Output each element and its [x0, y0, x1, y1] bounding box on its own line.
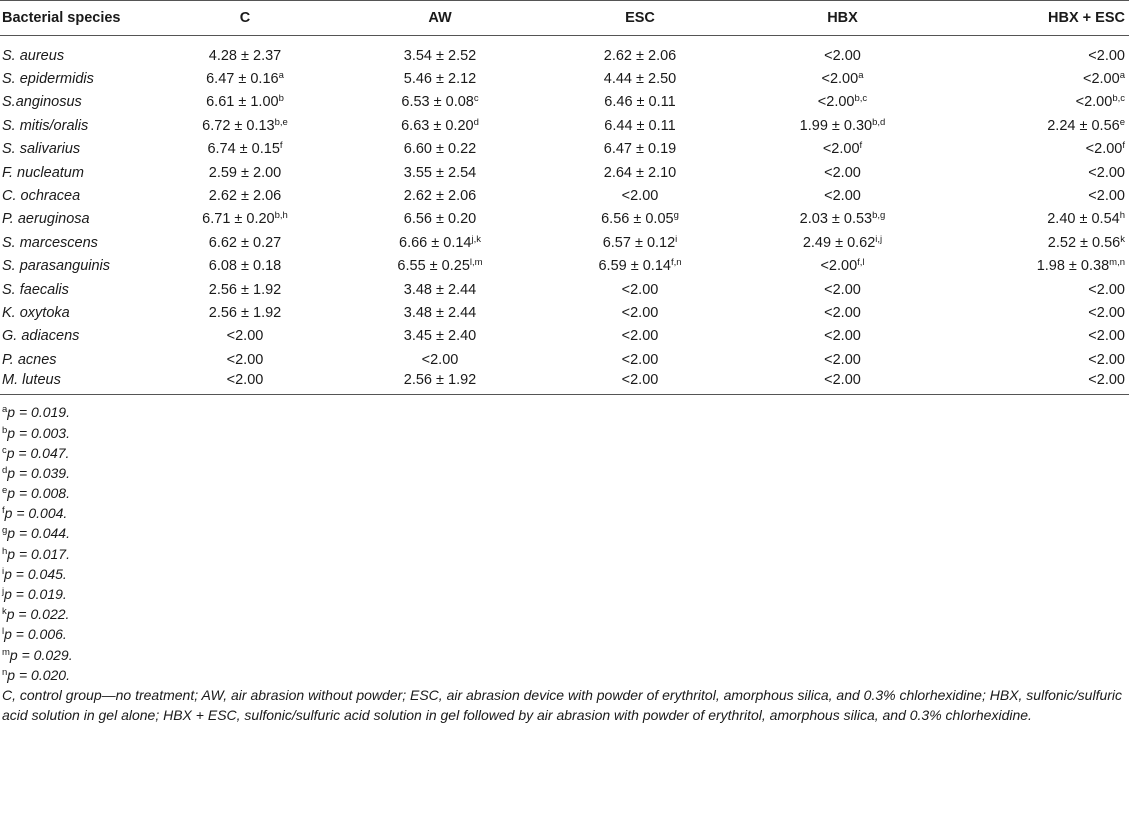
cell-value: 6.08 ± 0.18 — [208, 258, 282, 275]
cell-value: <2.00 — [621, 304, 659, 321]
table-cell — [150, 138, 340, 161]
footnote-text: p = 0.019. — [7, 404, 70, 421]
significance-marker: f — [1122, 140, 1125, 152]
table-cell — [540, 231, 740, 254]
table-row — [0, 138, 1129, 161]
cell-value: <2.00 — [824, 328, 861, 345]
footnote-mark: k — [2, 606, 7, 618]
footnote-mark: d — [2, 464, 8, 476]
footnote — [2, 645, 1129, 665]
cell-value: 2.49 ± 0.62 — [802, 234, 876, 251]
table-cell — [540, 138, 740, 161]
footnote-text: p = 0.017. — [7, 545, 70, 562]
table-cell — [150, 301, 340, 324]
table-cell — [945, 348, 1129, 371]
significance-marker: b,g — [872, 210, 886, 222]
table-cell — [945, 114, 1129, 137]
cell-value: 6.57 ± 0.12 — [602, 234, 676, 251]
table-cell — [540, 36, 740, 68]
table-header-row — [0, 1, 1129, 36]
species-name: P. aeruginosa — [2, 211, 90, 228]
table-cell — [540, 184, 740, 207]
significance-marker: i,j — [875, 233, 883, 245]
table-cell — [340, 161, 540, 184]
significance-marker: d — [473, 116, 479, 128]
significance-marker: a — [858, 70, 864, 82]
cell-value: 2.56 ± 1.92 — [208, 304, 282, 321]
cell-value: 6.61 ± 1.00 — [206, 94, 279, 111]
significance-marker: f,n — [670, 257, 682, 269]
significance-marker: c — [473, 93, 479, 105]
footnote — [2, 544, 1129, 564]
cell-value: 3.55 ± 2.54 — [403, 164, 477, 181]
cell-value: 1.98 ± 0.38 — [1036, 258, 1110, 275]
cell-value: <2.00 — [824, 281, 861, 298]
column-header-esc: ESC — [540, 1, 740, 36]
cell-value: 2.64 ± 2.10 — [603, 164, 677, 181]
table-cell — [740, 348, 945, 371]
footnote — [2, 402, 1129, 422]
table-cell — [540, 371, 740, 394]
footnote-mark: i — [2, 565, 5, 577]
footnote — [2, 503, 1129, 523]
cell-value: 2.52 ± 0.56 — [1047, 234, 1121, 251]
species-name: S.anginosus — [2, 94, 82, 111]
footnote-text: p = 0.019. — [4, 586, 67, 603]
table-cell — [945, 255, 1129, 278]
species-name: G. adiacens — [2, 328, 80, 345]
table-cell — [740, 91, 945, 114]
table-cell — [340, 325, 540, 348]
significance-marker: b,e — [274, 116, 288, 128]
column-header-hbx-esc: HBX + ESC — [945, 1, 1129, 36]
footnote-text: p = 0.006. — [4, 626, 67, 643]
cell-value: 1.99 ± 0.30 — [799, 117, 873, 134]
table-row — [0, 371, 1129, 394]
cell-value: 6.47 ± 0.16 — [206, 71, 279, 88]
cell-value: <2.00 — [621, 372, 659, 389]
footnote-mark: a — [2, 404, 8, 416]
table-row — [0, 91, 1129, 114]
cell-value: 6.56 ± 0.05 — [601, 211, 674, 228]
cell-value: <2.00 — [822, 141, 860, 158]
table-cell — [150, 325, 340, 348]
significance-marker: b,h — [274, 210, 288, 222]
significance-marker: l,m — [469, 257, 483, 269]
table-cell — [945, 184, 1129, 207]
table-row — [0, 36, 1129, 68]
footnote — [2, 523, 1129, 543]
table-cell — [540, 255, 740, 278]
cell-value: 6.59 ± 0.14 — [598, 258, 671, 275]
table-cell — [340, 231, 540, 254]
table-cell — [740, 161, 945, 184]
cell-value: <2.00 — [1083, 71, 1120, 88]
table-cell — [150, 371, 340, 394]
footnote-text: p = 0.044. — [7, 525, 70, 542]
footnote-text: p = 0.039. — [7, 464, 70, 481]
species-name: F. nucleatum — [2, 164, 84, 181]
cell-value: 3.48 ± 2.44 — [403, 281, 477, 298]
table-cell — [740, 371, 945, 394]
table-cell — [340, 371, 540, 394]
significance-marker: k — [1120, 233, 1125, 245]
cell-value: 2.56 ± 1.92 — [403, 372, 477, 389]
cell-value: <2.00 — [1088, 188, 1125, 205]
cell-value: <2.00 — [1088, 304, 1125, 321]
table-cell — [540, 91, 740, 114]
table-cell — [340, 67, 540, 90]
footnote — [2, 604, 1129, 624]
significance-marker: b — [278, 93, 284, 105]
table-cell — [340, 255, 540, 278]
cell-value: <2.00 — [1075, 94, 1113, 111]
significance-marker: b,c — [1112, 93, 1125, 105]
footnote — [2, 443, 1129, 463]
table-cell — [340, 208, 540, 231]
footnote-text: p = 0.008. — [7, 485, 70, 502]
cell-value: 6.71 ± 0.20 — [202, 211, 275, 228]
table-cell — [945, 208, 1129, 231]
table-cell — [540, 348, 740, 371]
table-cell — [740, 67, 945, 90]
significance-marker: i — [675, 233, 678, 245]
table-cell — [150, 231, 340, 254]
cell-value: 6.74 ± 0.15 — [207, 141, 280, 158]
cell-value: <2.00 — [226, 351, 264, 368]
footnote-mark: f — [2, 505, 5, 517]
cell-value: 2.62 ± 2.06 — [403, 188, 477, 205]
cell-value: 3.54 ± 2.52 — [403, 47, 477, 64]
species-name: S. salivarius — [2, 141, 81, 158]
footnote — [2, 624, 1129, 644]
table-cell — [150, 36, 340, 68]
table-cell — [540, 161, 740, 184]
table-cell — [740, 278, 945, 301]
cell-value: 6.60 ± 0.22 — [403, 141, 477, 158]
table-row — [0, 67, 1129, 90]
species-name: S. epidermidis — [2, 71, 94, 88]
table-cell — [150, 114, 340, 137]
footnote-text: p = 0.029. — [9, 646, 73, 663]
table-row — [0, 255, 1129, 278]
footnote-mark: m — [2, 646, 10, 658]
cell-value: <2.00 — [1088, 372, 1125, 389]
cell-value: <2.00 — [1088, 47, 1125, 64]
footnote — [2, 564, 1129, 584]
cell-value: <2.00 — [824, 164, 861, 181]
table-cell — [740, 325, 945, 348]
footnote-text: p = 0.003. — [7, 424, 70, 441]
cell-value: <2.00 — [1088, 328, 1125, 345]
cell-value: <2.00 — [824, 351, 861, 368]
cell-value: 4.28 ± 2.37 — [208, 47, 282, 64]
table-cell — [945, 161, 1129, 184]
cell-value: <2.00 — [1088, 351, 1125, 368]
cell-value: <2.00 — [621, 188, 659, 205]
table-row — [0, 208, 1129, 231]
column-header-c: C — [150, 1, 340, 36]
footnote-text: p = 0.020. — [7, 666, 70, 683]
table-cell — [540, 301, 740, 324]
table-cell — [150, 255, 340, 278]
cell-value: <2.00 — [621, 351, 659, 368]
table-cell — [740, 114, 945, 137]
table-cell — [540, 278, 740, 301]
species-name: S. faecalis — [2, 281, 69, 298]
table-cell — [945, 67, 1129, 90]
cell-value: 6.47 ± 0.19 — [603, 141, 677, 158]
footnote-mark: h — [2, 545, 8, 557]
cell-value: 6.72 ± 0.13 — [202, 117, 275, 134]
significance-marker: a — [278, 70, 284, 82]
table-cell — [945, 138, 1129, 161]
table-cell — [150, 161, 340, 184]
table-cell — [740, 301, 945, 324]
footnote-mark: j — [2, 586, 5, 598]
table-row — [0, 348, 1129, 371]
table-row — [0, 325, 1129, 348]
significance-marker: f,l — [857, 257, 865, 269]
cell-value: 2.24 ± 0.56 — [1047, 117, 1120, 134]
table-cell — [945, 36, 1129, 68]
species-name: S. mitis/oralis — [2, 117, 89, 134]
footnote-text: p = 0.004. — [4, 505, 68, 522]
table-cell — [150, 278, 340, 301]
species-name: S. marcescens — [2, 234, 98, 251]
table-cell — [740, 138, 945, 161]
table-cell — [150, 91, 340, 114]
cell-value: 2.56 ± 1.92 — [208, 281, 282, 298]
significance-marker: b,d — [872, 116, 886, 128]
species-name: K. oxytoka — [2, 304, 70, 321]
footnote — [2, 584, 1129, 604]
cell-value: 2.62 ± 2.06 — [208, 188, 282, 205]
cell-value: 6.46 ± 0.11 — [604, 94, 676, 111]
table-cell — [945, 278, 1129, 301]
cell-value: 2.40 ± 0.54 — [1047, 211, 1120, 228]
cell-value: 6.56 ± 0.20 — [403, 211, 477, 228]
table-cell — [740, 36, 945, 68]
footnote-mark: l — [2, 626, 5, 638]
table-row — [0, 301, 1129, 324]
cell-value: 5.46 ± 2.12 — [403, 71, 477, 88]
significance-marker: h — [1119, 210, 1125, 222]
cell-value: <2.00 — [1088, 281, 1125, 298]
cell-value: <2.00 — [824, 304, 861, 321]
table-cell — [945, 301, 1129, 324]
footnote-text: p = 0.045. — [4, 565, 67, 582]
table-row — [0, 278, 1129, 301]
cell-value: 6.55 ± 0.25 — [397, 258, 470, 275]
table-cell — [740, 208, 945, 231]
cell-value: 2.59 ± 2.00 — [208, 164, 282, 181]
significance-marker: f — [859, 140, 863, 152]
cell-value: <2.00 — [824, 372, 861, 389]
cell-value: <2.00 — [421, 351, 459, 368]
table-cell — [540, 67, 740, 90]
footnote — [2, 463, 1129, 483]
species-name: C. ochracea — [2, 188, 81, 205]
significance-marker: a — [1119, 70, 1125, 82]
species-name: S. aureus — [2, 47, 65, 64]
footnote-mark: c — [2, 444, 7, 456]
table-cell — [945, 231, 1129, 254]
bacterial-counts-table — [0, 0, 1129, 395]
table-cell — [340, 114, 540, 137]
cell-value: <2.00 — [1085, 141, 1123, 158]
table-cell — [340, 301, 540, 324]
cell-value: <2.00 — [226, 372, 264, 389]
cell-value: 6.62 ± 0.27 — [208, 234, 282, 251]
cell-value: 2.62 ± 2.06 — [603, 47, 677, 64]
table-cell — [540, 325, 740, 348]
table-body — [0, 36, 1129, 395]
cell-value: 3.48 ± 2.44 — [403, 304, 477, 321]
cell-value: 6.63 ± 0.20 — [401, 117, 474, 134]
table-row — [0, 231, 1129, 254]
significance-marker: m,n — [1109, 257, 1125, 269]
column-header-hbx: HBX — [740, 1, 945, 36]
cell-value: <2.00 — [824, 47, 861, 64]
table-cell — [540, 208, 740, 231]
footnote — [2, 423, 1129, 443]
table-cell — [740, 184, 945, 207]
cell-value: <2.00 — [621, 281, 659, 298]
table-cell — [740, 231, 945, 254]
cell-value: <2.00 — [817, 94, 855, 111]
footnote-text: p = 0.047. — [6, 444, 70, 461]
table-cell — [340, 278, 540, 301]
table-cell — [945, 91, 1129, 114]
footnotes — [0, 402, 1129, 685]
significance-marker: f — [279, 140, 283, 152]
table-row — [0, 114, 1129, 137]
cell-value: 6.53 ± 0.08 — [401, 94, 474, 111]
cell-value: 2.03 ± 0.53 — [799, 211, 873, 228]
footnote-mark: g — [2, 525, 8, 537]
table-cell — [150, 348, 340, 371]
table-cell — [340, 36, 540, 68]
significance-marker: g — [673, 210, 679, 222]
table-cell — [340, 91, 540, 114]
species-name: M. luteus — [0, 371, 150, 394]
footnote-text: p = 0.022. — [6, 606, 70, 623]
significance-marker: j,k — [471, 233, 481, 245]
table-cell — [945, 325, 1129, 348]
cell-value: 6.44 ± 0.11 — [604, 117, 676, 134]
cell-value: <2.00 — [226, 328, 264, 345]
species-name: S. parasanguinis — [2, 258, 111, 275]
species-name: P. acnes — [2, 351, 57, 368]
table-cell — [150, 67, 340, 90]
table-cell — [340, 184, 540, 207]
table-cell — [340, 348, 540, 371]
table-cell — [150, 208, 340, 231]
table-cell — [340, 138, 540, 161]
cell-value: 4.44 ± 2.50 — [603, 71, 677, 88]
cell-value: <2.00 — [824, 188, 861, 205]
footnote-mark: b — [2, 424, 8, 436]
significance-marker: b,c — [854, 93, 868, 105]
abbreviation-legend: C, control group—no treatment; AW, air abrasion without powder; ESC, air abrasion device with powder of erythritol, amorphous silica, and 0.3% chlorhexidine; HBX, sulfonic/sulfuric acid solution in gel alone; HBX + ESC, sulfonic/sulfuric acid solution in gel followed by air abrasion with powder of erythritol, amorphous silica, and 0.3% chlorhexidine. — [2, 686, 1123, 723]
footnote — [2, 483, 1129, 503]
cell-value: <2.00 — [821, 71, 859, 88]
cell-value: <2.00 — [820, 258, 858, 275]
footnote — [2, 665, 1129, 685]
column-header-species: Bacterial species — [0, 1, 150, 36]
table-cell — [540, 114, 740, 137]
footnote-mark: n — [2, 666, 8, 678]
cell-value: <2.00 — [1088, 164, 1125, 181]
cell-value: 6.66 ± 0.14 — [399, 234, 472, 251]
footnote-mark: e — [2, 485, 8, 497]
column-header-aw: AW — [340, 1, 540, 36]
cell-value: <2.00 — [621, 328, 659, 345]
significance-marker: e — [1119, 116, 1125, 128]
table-cell — [945, 371, 1129, 394]
table-cell — [150, 184, 340, 207]
cell-value: 3.45 ± 2.40 — [403, 328, 477, 345]
table-cell — [740, 255, 945, 278]
table-row — [0, 161, 1129, 184]
table-row — [0, 184, 1129, 207]
